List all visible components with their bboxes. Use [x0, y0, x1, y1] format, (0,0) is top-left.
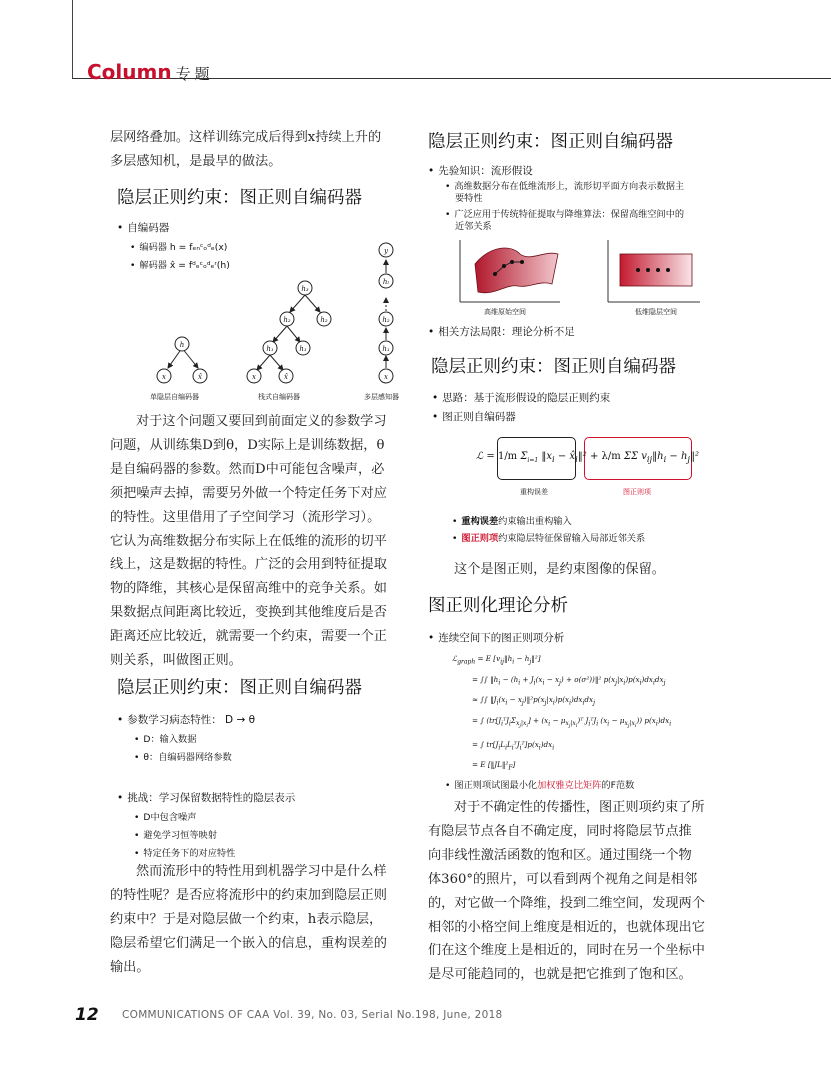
- slide5-bullet-continuous: • 连续空间下的图正则项分析: [428, 630, 564, 645]
- slide1-bullet-autoencoder: • 自编码器: [117, 220, 169, 235]
- svg-text:h₁: h₁: [266, 345, 274, 353]
- text-line: 的特性。这里借用了子空间学习（流形学习）。: [110, 509, 381, 525]
- label-graph-regularizer: 图正则项: [623, 488, 651, 496]
- svg-text:y: y: [384, 247, 388, 255]
- note-bold: 图正则项: [461, 533, 499, 544]
- caption-single-layer: 单隐层自编码器: [150, 393, 199, 401]
- label-reconstruction: 重构误差: [520, 488, 548, 496]
- column-header: [87, 60, 214, 84]
- slide4-note-reconstruction: [452, 513, 572, 527]
- slide2-bullet-challenge: • 挑战：学习保留数据特性的隐层表示: [117, 790, 295, 805]
- slide2-bullet-identity: • 避免学习恒等映射: [134, 827, 217, 841]
- slide2-bullet-task: • 特定任务下的对应特性: [134, 845, 235, 859]
- text-line: 们在这个维度上是相近的，同时在另一个坐标中: [428, 943, 705, 959]
- note-bold: 重构误差: [461, 516, 499, 527]
- text-line: 须把噪声去掉，需要另外做一个特定任务下对应: [110, 485, 387, 501]
- slide1-decoder: • 解码器 x̂ = fᵈₑᶜₒᵈₑʳ(h): [130, 257, 230, 271]
- svg-text:h₁: h₁: [382, 345, 390, 353]
- section-label: 专题: [175, 65, 214, 83]
- svg-text:h₂: h₂: [320, 316, 328, 324]
- note-rest: 约束输出重构输入: [498, 516, 572, 527]
- text-line: 则关系，叫做图正则。: [110, 653, 242, 669]
- text-line: 相邻的小格空间上维度是相近的，也就体现出它: [428, 919, 705, 935]
- column-label: Column: [87, 60, 172, 84]
- slide1-title: 隐层正则约束：图正则自编码器: [117, 188, 362, 208]
- text-line: 这个是图正则，是约束图像的保留。: [454, 562, 665, 577]
- right-note-paragraph: [428, 558, 728, 582]
- text-line: 距离还应比较近，就需要一个约束，需要一个正: [110, 629, 387, 645]
- left-body2-paragraph: [110, 860, 410, 980]
- text-line: 有隐层节点各自不确定度，同时将隐层节点推: [428, 823, 692, 839]
- svg-text:h: h: [179, 341, 185, 349]
- autoencoder-diagrams: [140, 240, 410, 400]
- jacobian-red: 加权雅克比矩阵: [537, 780, 602, 791]
- derivation-block: ℒ$_{graph}$ = E [$v_{ij}‖h_i$ − $h_j‖^2$] = ∫∫ $‖h_i - (h_i + J_i(x_i - x_j)$ + o(σ²))‖² $p(x_j|x_i)p(x_i)dx_idx_j$ ≈ ∫∫ $‖J_i(x_i$ − $x_j)‖^2p(x_j|x_i)p(x_i)dx_idx_j$ = ∫ ($tr[J_iᵀJ_i\Sigma_{x_j|x_i}] + (x_i$ − $\mu_{x_j|x_i})ᵀ$ $J_iᵀJ_i$ $(x_i - \mu_{x_j|x_i})$) $p(x_i)dx_i$ = ∫ $tr[J_iL_iL_iᵀJ_iᵀ]p(x_i)dx_i$ = E $[‖JL‖^2_F]$: [452, 654, 672, 772]
- text-line: 线上，这是数据的特性。广泛的会用到特征提取: [110, 557, 387, 573]
- slide4-bullet-idea: • 思路：基于流形假设的隐层正则约束: [432, 390, 610, 405]
- slide5-title: 图正则化理论分析: [428, 596, 568, 616]
- text-line: • 高维数据分布在低维流形上，流形切平面方向表示数据主: [445, 181, 684, 193]
- text-line: 约束中？于是对隐层做一个约束，h表示隐层，: [110, 911, 383, 927]
- text-line: 隐层希望它们满足一个嵌入的信息，重构误差的: [110, 935, 387, 951]
- slide3-bullet-manifold: [445, 181, 684, 205]
- slide4-title: 隐层正则约束：图正则自编码器: [431, 357, 676, 377]
- text-line: 是尽可能趋同的，也就是把它推到了饱和区。: [428, 967, 692, 983]
- slide5-bullet-jacobian: [445, 777, 634, 791]
- caption-low-dim: 低维隐层空间: [635, 308, 677, 316]
- slide2-bullet-params: • θ：自编码器网络参数: [134, 749, 232, 763]
- text-line: 近邻关系: [455, 221, 492, 232]
- header-vertical-rule: [72, 0, 73, 78]
- note-rest: 约束隐层特征保留输入局部近邻关系: [498, 533, 646, 544]
- text-line: 是自编码器的参数。然而D中可能包含噪声，必: [110, 461, 385, 477]
- svg-text:x̂: x̂: [284, 373, 288, 381]
- text-line: 的，对它做一个降维，投到二维空间，发现两个: [428, 895, 705, 911]
- slide1-encoder: • 编码器 h = fₑₙᶜₒᵈₑ(x): [130, 239, 227, 253]
- manifold-figure: [450, 236, 710, 308]
- text-line: 的特性呢？是否应将流形中的约束加到隐层正则: [110, 887, 387, 903]
- slide2-bullet-ill-posed: • 参数学习病态特性： D → θ: [117, 712, 255, 727]
- left-intro-paragraph: [110, 126, 410, 174]
- text-line: 多层感知机，是最早的做法。: [110, 153, 282, 169]
- text-line: 输出。: [110, 959, 150, 975]
- slide2-bullet-input: • D：输入数据: [134, 731, 196, 745]
- text-line: 然而流形中的特性用到机器学习中是什么样: [136, 864, 387, 879]
- slide3-bullet-applications: [445, 209, 684, 233]
- text-line: 体360°的照片，可以看到两个视角之间是相邻: [428, 871, 698, 887]
- caption-mlp: 多层感知器: [364, 393, 399, 401]
- text-line: 对于不确定性的传播性，图正则项约束了所: [454, 800, 705, 815]
- text-line: 层网络叠加。这样训练完成后得到x持续上升的: [110, 130, 382, 145]
- text-line: 对于这个问题又要回到前面定义的参数学习: [136, 414, 387, 429]
- slide4-note-graph: [452, 530, 645, 544]
- svg-text:h₁: h₁: [299, 345, 307, 353]
- slide3-bullet-prior: • 先验知识：流形假设: [428, 163, 533, 178]
- svg-text:h₂: h₂: [382, 316, 390, 324]
- svg-text:x̂: x̂: [198, 373, 202, 381]
- text-line: • 广泛应用于传统特征提取与降维算法：保留高维空间中的: [445, 209, 684, 221]
- slide3-bullet-limitation: • 相关方法局限：理论分析不足: [428, 324, 575, 339]
- text-line: 要特性: [455, 193, 483, 204]
- slide2-bullet-noise: • D中包含噪声: [134, 809, 196, 823]
- journal-footer: COMMUNICATIONS OF CAA Vol. 39, No. 03, Serial No.198, June, 2018: [122, 1009, 503, 1021]
- slide2-title: 隐层正则约束：图正则自编码器: [117, 678, 362, 698]
- slide4-bullet-graph-ae: • 图正则自编码器: [432, 409, 516, 424]
- slide3-title: 隐层正则约束：图正则自编码器: [428, 132, 673, 152]
- svg-text:hₗ: hₗ: [382, 278, 390, 286]
- caption-high-dim: 高维原始空间: [484, 308, 526, 316]
- svg-text:h₂: h₂: [283, 316, 291, 324]
- loss-formula: ℒ = 1/m $\Sigma_{i=1}$ $‖x_i$ − $x̂_i‖^2 + \lambda/m$ ΣΣ $v_{ij}‖h_i$ − $h_j‖^2$: [476, 451, 700, 464]
- svg-text:h₃: h₃: [301, 285, 309, 293]
- page-number: 12: [75, 1005, 99, 1025]
- text-line: 问题，从训练集D到θ，D实际上是训练数据，θ: [110, 437, 385, 453]
- text-line: 它认为高维数据分布实际上在低维的流形的切平: [110, 533, 387, 549]
- jacobian-pre: 图正则项试图最小化: [454, 780, 538, 791]
- svg-text:x: x: [162, 373, 166, 381]
- text-line: 果数据点间距离比较近，变换到其他维度后是否: [110, 605, 387, 621]
- svg-text:x: x: [384, 373, 388, 381]
- caption-stacked: 栈式自编码器: [258, 393, 300, 401]
- left-body-paragraph: [110, 410, 410, 673]
- right-body-paragraph: [428, 796, 728, 987]
- text-line: 物的降维，其核心是保留高维中的竞争关系。如: [110, 581, 387, 597]
- text-line: 向非线性激活函数的饱和区。通过围绕一个物: [428, 847, 692, 863]
- svg-text:x: x: [252, 373, 256, 381]
- jacobian-post: 的F范数: [601, 780, 635, 791]
